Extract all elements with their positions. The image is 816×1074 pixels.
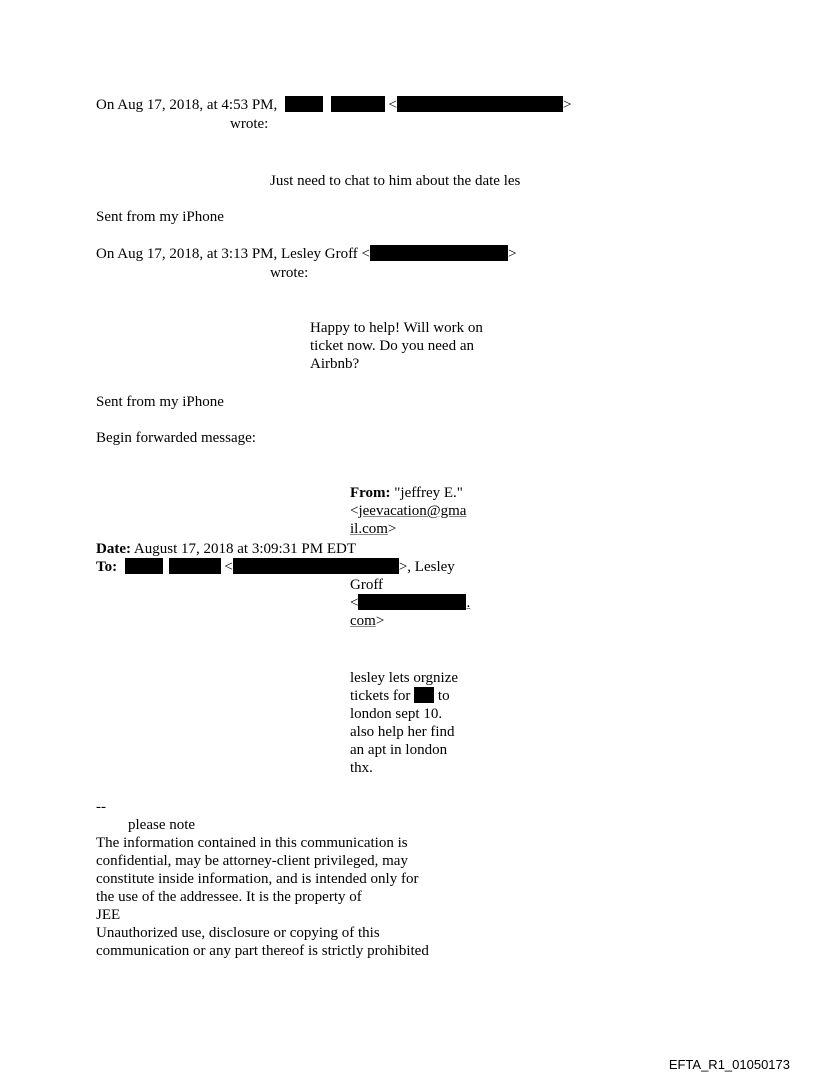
email-close-bracket: >	[562, 97, 572, 113]
message-2-wrote: wrote:	[270, 265, 309, 281]
message-2-body-line: Airbnb?	[310, 356, 360, 372]
from-label: From:	[350, 485, 391, 501]
message-2-date: On Aug 17, 2018, at 3:13 PM, Lesley Groff <	[96, 246, 370, 262]
from-email-link[interactable]: il.com	[350, 521, 388, 537]
disclaimer-line: Unauthorized use, disclosure or copying of this	[96, 925, 380, 941]
message-2-body-line: ticket now. Do you need an	[310, 338, 474, 354]
redaction-box	[414, 687, 434, 703]
signature-note: please note	[128, 817, 196, 833]
redaction-box	[358, 594, 466, 610]
disclaimer-line: JEE	[96, 907, 121, 923]
from-open-bracket: <	[350, 503, 359, 519]
fwd-body-line: london sept 10.	[350, 706, 443, 722]
from-email-link[interactable]: jeevacation@gma	[358, 503, 467, 519]
redaction-box	[233, 558, 399, 574]
date-label: Date:	[96, 541, 131, 557]
document-id-footer: EFTA_R1_01050173	[668, 1057, 790, 1072]
to-after: >, Lesley	[398, 559, 455, 575]
to-close-bracket: >	[375, 613, 385, 629]
from-close-bracket: >	[387, 521, 397, 537]
disclaimer-line: communication or any part thereof is strictly prohibited	[96, 943, 429, 959]
message-2-body	[310, 319, 483, 373]
disclaimer-line: the use of the addressee. It is the property of	[96, 889, 362, 905]
fwd-body-text: to	[434, 688, 450, 704]
signature-dashes: --	[96, 799, 106, 815]
message-1-wrote: wrote:	[230, 116, 269, 132]
fwd-from-block	[350, 484, 466, 538]
fwd-to-continuation	[350, 576, 470, 630]
redaction-box	[125, 558, 163, 574]
disclaimer-line: confidential, may be attorney-client privileged, may	[96, 853, 408, 869]
redaction-box	[285, 96, 323, 112]
to-label: To:	[96, 559, 118, 575]
email-close-bracket: >	[508, 246, 517, 262]
message-1-header	[96, 96, 571, 114]
to-open-bracket: <	[350, 595, 359, 611]
email-open-bracket: <	[388, 97, 397, 113]
fwd-body-line: also help her find	[350, 724, 455, 740]
fwd-body	[350, 669, 458, 777]
fwd-body-line: thx.	[350, 760, 373, 776]
from-name: "jeffrey E."	[390, 485, 463, 501]
message-1-body: Just need to chat to him about the date les	[270, 173, 521, 189]
date-value: August 17, 2018 at 3:09:31 PM EDT	[130, 541, 356, 557]
redaction-box	[397, 96, 563, 112]
redaction-box	[169, 558, 221, 574]
fwd-body-text: tickets for	[350, 688, 411, 704]
to-open-bracket: <	[224, 559, 233, 575]
forwarded-message-label: Begin forwarded message:	[96, 430, 256, 446]
disclaimer-line: constitute inside information, and is intended only for	[96, 871, 419, 887]
redaction-box	[370, 245, 508, 261]
fwd-date-line	[96, 540, 356, 558]
message-2-header	[96, 245, 516, 263]
fwd-to-line	[96, 558, 455, 576]
message-1-date: On Aug 17, 2018, at 4:53 PM,	[96, 97, 278, 113]
fwd-body-line: lesley lets orgnize	[350, 670, 459, 686]
redaction-box	[331, 96, 385, 112]
disclaimer-line: The information contained in this communication is	[96, 835, 408, 851]
to-email-link[interactable]: com	[350, 613, 376, 629]
fwd-body-line: an apt in london	[350, 742, 448, 758]
to-groff: Groff	[350, 577, 384, 593]
message-2-body-line: Happy to help! Will work on	[310, 320, 483, 336]
signature-disclaimer	[96, 834, 429, 960]
sent-from-iphone: Sent from my iPhone	[96, 209, 224, 225]
to-email-dot[interactable]: .	[466, 595, 471, 611]
sent-from-iphone: Sent from my iPhone	[96, 394, 224, 410]
